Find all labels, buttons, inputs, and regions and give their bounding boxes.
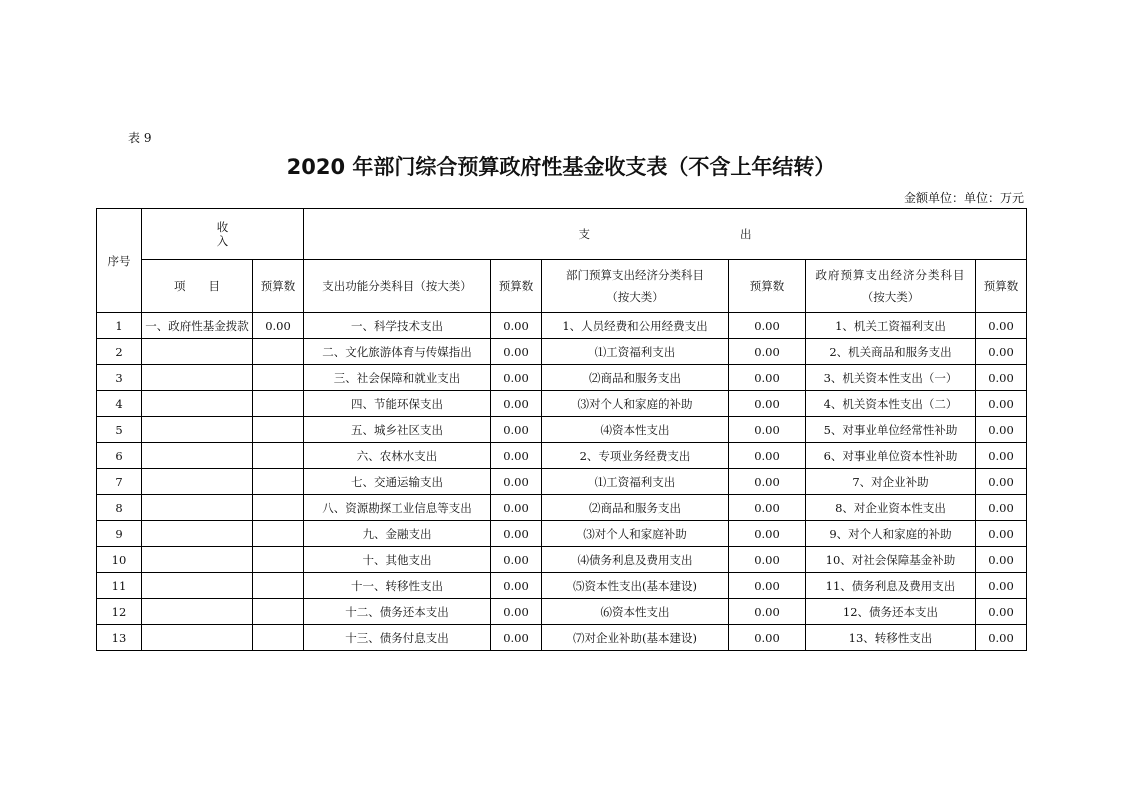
cell-dept-econ: ⑵商品和服务支出: [542, 365, 729, 391]
cell-income-item: [142, 391, 253, 417]
cell-income-budget: [253, 365, 304, 391]
table-row: [97, 547, 1027, 573]
cell-dept-budget: 0.00: [729, 417, 806, 443]
cell-income-budget: [253, 443, 304, 469]
table-row: [97, 417, 1027, 443]
cell-gov-econ: 13、转移性支出: [806, 625, 976, 651]
cell-gov-econ: 7、对企业补助: [806, 469, 976, 495]
header-row-sub: [97, 260, 1027, 313]
cell-dept-econ: ⑷资本性支出: [542, 417, 729, 443]
cell-gov-budget: 0.00: [976, 417, 1027, 443]
budget-table: [96, 208, 1027, 651]
cell-gov-econ: 9、对个人和家庭的补助: [806, 521, 976, 547]
cell-dept-econ: ⑵商品和服务支出: [542, 495, 729, 521]
cell-gov-budget: 0.00: [976, 365, 1027, 391]
cell-seq: 4: [97, 391, 142, 417]
cell-gov-econ: 8、对企业资本性支出: [806, 495, 976, 521]
cell-func-class: 九、金融支出: [304, 521, 491, 547]
cell-gov-budget: 0.00: [976, 547, 1027, 573]
table-row: [97, 573, 1027, 599]
header-gov-econ-line1: 政府预算支出经济分类科目: [815, 268, 966, 282]
cell-gov-budget: 0.00: [976, 495, 1027, 521]
cell-income-item: [142, 547, 253, 573]
cell-func-class: 四、节能环保支出: [304, 391, 491, 417]
cell-gov-budget: 0.00: [976, 391, 1027, 417]
cell-seq: 1: [97, 313, 142, 339]
header-row-top: [97, 209, 1027, 260]
cell-dept-budget: 0.00: [729, 391, 806, 417]
cell-seq: 11: [97, 573, 142, 599]
cell-dept-budget: 0.00: [729, 365, 806, 391]
cell-dept-econ: 1、人员经费和公用经费支出: [542, 313, 729, 339]
cell-func-class: 五、城乡社区支出: [304, 417, 491, 443]
cell-dept-budget: 0.00: [729, 521, 806, 547]
cell-seq: 8: [97, 495, 142, 521]
cell-func-class: 十三、债务付息支出: [304, 625, 491, 651]
cell-func-budget: 0.00: [491, 521, 542, 547]
cell-func-budget: 0.00: [491, 443, 542, 469]
table-row: [97, 339, 1027, 365]
header-item-budget: 预算数: [253, 260, 304, 313]
cell-gov-econ: 3、机关资本性支出（一）: [806, 365, 976, 391]
header-expense: [304, 209, 1027, 260]
cell-income-item: [142, 417, 253, 443]
cell-gov-econ: 4、机关资本性支出（二）: [806, 391, 976, 417]
table-row: [97, 599, 1027, 625]
cell-gov-budget: 0.00: [976, 443, 1027, 469]
table-row: [97, 521, 1027, 547]
cell-income-item: [142, 625, 253, 651]
cell-gov-budget: 0.00: [976, 573, 1027, 599]
cell-func-class: 六、农林水支出: [304, 443, 491, 469]
cell-income-budget: [253, 339, 304, 365]
cell-seq: 6: [97, 443, 142, 469]
cell-gov-budget: 0.00: [976, 521, 1027, 547]
cell-income-budget: [253, 469, 304, 495]
cell-dept-budget: 0.00: [729, 573, 806, 599]
cell-gov-budget: 0.00: [976, 625, 1027, 651]
table-row: [97, 313, 1027, 339]
cell-gov-econ: 10、对社会保障基金补助: [806, 547, 976, 573]
cell-income-budget: [253, 417, 304, 443]
cell-dept-budget: 0.00: [729, 599, 806, 625]
cell-seq: 5: [97, 417, 142, 443]
cell-income-budget: [253, 599, 304, 625]
cell-income-budget: [253, 521, 304, 547]
cell-func-budget: 0.00: [491, 469, 542, 495]
cell-income-item: [142, 365, 253, 391]
cell-func-budget: 0.00: [491, 599, 542, 625]
cell-income-item: [142, 573, 253, 599]
cell-gov-budget: 0.00: [976, 313, 1027, 339]
cell-income-item: [142, 443, 253, 469]
cell-func-budget: 0.00: [491, 391, 542, 417]
cell-dept-budget: 0.00: [729, 469, 806, 495]
cell-income-item: [142, 495, 253, 521]
table-row: [97, 469, 1027, 495]
cell-func-budget: 0.00: [491, 547, 542, 573]
header-func-class: 支出功能分类科目（按大类）: [304, 260, 491, 313]
cell-dept-econ: ⑶对个人和家庭的补助: [542, 391, 729, 417]
cell-income-item: [142, 469, 253, 495]
cell-seq: 9: [97, 521, 142, 547]
cell-func-class: 七、交通运输支出: [304, 469, 491, 495]
header-seq: 序号: [97, 209, 142, 313]
cell-income-item: [142, 521, 253, 547]
cell-income-budget: [253, 495, 304, 521]
cell-dept-econ: ⑷债务利息及费用支出: [542, 547, 729, 573]
cell-seq: 2: [97, 339, 142, 365]
cell-func-class: 八、资源勘探工业信息等支出: [304, 495, 491, 521]
header-func-budget: 预算数: [491, 260, 542, 313]
cell-gov-econ: 5、对事业单位经常性补助: [806, 417, 976, 443]
cell-dept-budget: 0.00: [729, 339, 806, 365]
cell-gov-econ: 6、对事业单位资本性补助: [806, 443, 976, 469]
cell-dept-budget: 0.00: [729, 443, 806, 469]
cell-dept-budget: 0.00: [729, 547, 806, 573]
header-item: 项 目: [142, 260, 253, 313]
table-row: [97, 365, 1027, 391]
cell-dept-econ: ⑶对个人和家庭补助: [542, 521, 729, 547]
cell-income-budget: [253, 547, 304, 573]
cell-seq: 13: [97, 625, 142, 651]
cell-func-budget: 0.00: [491, 573, 542, 599]
cell-seq: 7: [97, 469, 142, 495]
cell-dept-econ: 2、专项业务经费支出: [542, 443, 729, 469]
cell-func-budget: 0.00: [491, 339, 542, 365]
header-income-line1: 收: [216, 220, 229, 234]
cell-income-item: 一、政府性基金拨款: [142, 313, 253, 339]
cell-func-class: 三、社会保障和就业支出: [304, 365, 491, 391]
cell-dept-econ: ⑸资本性支出(基本建设): [542, 573, 729, 599]
cell-gov-econ: 12、债务还本支出: [806, 599, 976, 625]
page-title: 2020 年部门综合预算政府性基金收支表（不含上年结转）: [286, 155, 836, 179]
cell-dept-budget: 0.00: [729, 625, 806, 651]
cell-income-budget: [253, 391, 304, 417]
cell-func-budget: 0.00: [491, 495, 542, 521]
header-dept-budget: 预算数: [729, 260, 806, 313]
header-gov-econ: [806, 260, 976, 313]
cell-func-budget: 0.00: [491, 625, 542, 651]
cell-dept-econ: ⑺对企业补助(基本建设): [542, 625, 729, 651]
header-dept-econ: [542, 260, 729, 313]
table-row: [97, 495, 1027, 521]
cell-func-class: 一、科学技术支出: [304, 313, 491, 339]
cell-func-class: 十、其他支出: [304, 547, 491, 573]
cell-dept-econ: ⑹资本性支出: [542, 599, 729, 625]
cell-gov-budget: 0.00: [976, 599, 1027, 625]
cell-func-budget: 0.00: [491, 313, 542, 339]
cell-income-budget: [253, 625, 304, 651]
cell-gov-budget: 0.00: [976, 469, 1027, 495]
cell-income-item: [142, 599, 253, 625]
amount-unit-note: 金额单位：单位：万元: [903, 191, 1024, 205]
cell-gov-econ: 2、机关商品和服务支出: [806, 339, 976, 365]
header-expense-char2: 出: [740, 227, 752, 241]
cell-func-class: 十一、转移性支出: [304, 573, 491, 599]
cell-income-item: [142, 339, 253, 365]
header-gov-budget: 预算数: [976, 260, 1027, 313]
cell-gov-econ: 1、机关工资福利支出: [806, 313, 976, 339]
cell-seq: 12: [97, 599, 142, 625]
header-income: [142, 209, 304, 260]
table-row: [97, 391, 1027, 417]
cell-func-budget: 0.00: [491, 365, 542, 391]
cell-func-class: 二、文化旅游体育与传媒指出: [304, 339, 491, 365]
cell-seq: 3: [97, 365, 142, 391]
cell-dept-budget: 0.00: [729, 495, 806, 521]
header-income-line2: 入: [216, 234, 229, 248]
cell-income-budget: [253, 573, 304, 599]
table-row: [97, 443, 1027, 469]
table-number: 表 9: [128, 131, 152, 145]
table-row: [97, 625, 1027, 651]
header-dept-econ-line2: （按大类）: [606, 290, 664, 304]
cell-gov-econ: 11、债务利息及费用支出: [806, 573, 976, 599]
header-expense-char1: 支: [578, 227, 591, 241]
cell-dept-econ: ⑴工资福利支出: [542, 469, 729, 495]
header-dept-econ-line1: 部门预算支出经济分类科目: [566, 268, 704, 282]
cell-dept-budget: 0.00: [729, 313, 806, 339]
cell-func-class: 十二、债务还本支出: [304, 599, 491, 625]
cell-func-budget: 0.00: [491, 417, 542, 443]
header-gov-econ-line2: （按大类）: [861, 290, 920, 304]
cell-seq: 10: [97, 547, 142, 573]
cell-dept-econ: ⑴工资福利支出: [542, 339, 729, 365]
cell-gov-budget: 0.00: [976, 339, 1027, 365]
cell-income-budget: 0.00: [253, 313, 304, 339]
